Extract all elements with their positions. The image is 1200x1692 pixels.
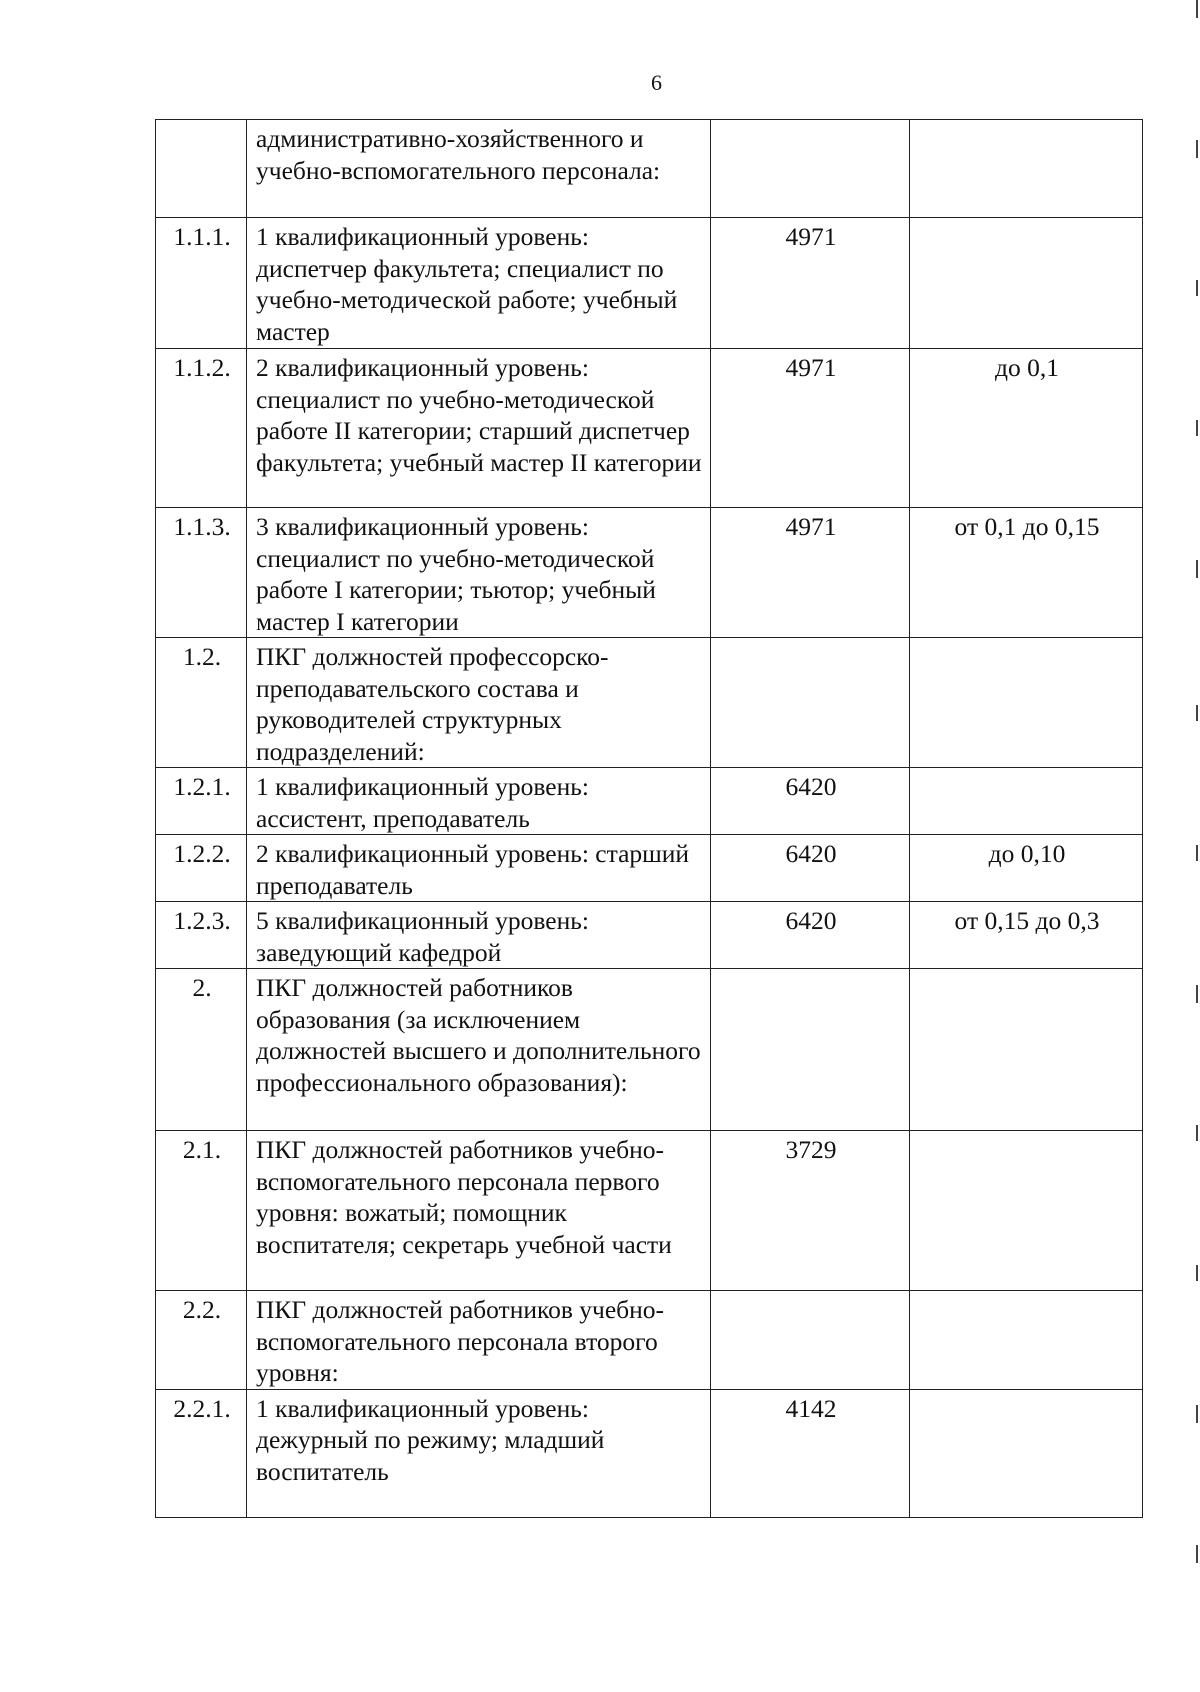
- increase-coefficient: [910, 120, 1143, 218]
- base-salary: 4971: [711, 218, 910, 349]
- page-number: 6: [651, 70, 662, 95]
- scan-edge-mark: [1196, 560, 1198, 578]
- position-description: 1 квалификационный уровень: дежурный по режиму; младший воспитатель: [247, 1389, 711, 1517]
- scan-edge-mark: [1196, 845, 1198, 861]
- position-description: 1 квалификационный уровень: диспетчер факультета; специалист по учебно-методической работе; учебный мастер: [247, 218, 711, 349]
- row-number: 1.1.3.: [156, 508, 247, 638]
- row-number: 1.2.: [156, 638, 247, 768]
- scan-edge-mark: [1196, 1405, 1198, 1423]
- position-description: 5 квалификационный уровень: заведующий кафедрой: [247, 902, 711, 969]
- row-number: 1.2.3.: [156, 902, 247, 969]
- increase-coefficient: [910, 638, 1143, 768]
- base-salary: [711, 638, 910, 768]
- increase-coefficient: [910, 768, 1143, 835]
- base-salary: 6420: [711, 768, 910, 835]
- position-description: 2 квалификационный уровень: специалист по учебно-методической работе II категории; старший диспетчер факультета; учебный мастер II категории: [247, 349, 711, 508]
- row-number: 1.2.1.: [156, 768, 247, 835]
- position-description: ПКГ должностей профессорско-преподавательского состава и руководителей структурных подразделений:: [247, 638, 711, 768]
- row-number: 2.2.: [156, 1291, 247, 1390]
- increase-coefficient: [910, 218, 1143, 349]
- table-row: [156, 1389, 1143, 1517]
- base-salary: [711, 969, 910, 1131]
- base-salary: 3729: [711, 1131, 910, 1291]
- base-salary: 4142: [711, 1389, 910, 1517]
- scan-edge-mark: [1196, 280, 1198, 296]
- table-row: [156, 1131, 1143, 1291]
- scan-edge-mark: [1196, 1265, 1198, 1281]
- increase-coefficient: [910, 1131, 1143, 1291]
- table-row: [156, 835, 1143, 902]
- base-salary: 6420: [711, 902, 910, 969]
- scan-edge-mark: [1196, 705, 1198, 721]
- scan-edge-mark: [1196, 985, 1198, 1003]
- base-salary: 4971: [711, 349, 910, 508]
- scan-edge-mark: [1196, 1545, 1198, 1563]
- table-row: [156, 638, 1143, 768]
- table-row: [156, 768, 1143, 835]
- row-number: 2.: [156, 969, 247, 1131]
- row-number: 2.1.: [156, 1131, 247, 1291]
- salary-table: [155, 119, 1143, 1518]
- table-row: [156, 969, 1143, 1131]
- scan-edge-mark: [1196, 0, 1198, 18]
- increase-coefficient: до 0,1: [910, 349, 1143, 508]
- table-row: [156, 218, 1143, 349]
- row-number: 1.1.2.: [156, 349, 247, 508]
- scan-edge-mark: [1196, 420, 1198, 436]
- table-row: [156, 1291, 1143, 1390]
- increase-coefficient: от 0,15 до 0,3: [910, 902, 1143, 969]
- row-number: 1.2.2.: [156, 835, 247, 902]
- table-row: [156, 120, 1143, 218]
- base-salary: 6420: [711, 835, 910, 902]
- base-salary: [711, 1291, 910, 1390]
- increase-coefficient: [910, 1389, 1143, 1517]
- position-description: ПКГ должностей работников учебно-вспомогательного персонала второго уровня:: [247, 1291, 711, 1390]
- position-description: ПКГ должностей работников образования (за исключением должностей высшего и дополнительного профессионального образования):: [247, 969, 711, 1131]
- table-row: [156, 349, 1143, 508]
- position-description: административно-хозяйственного и учебно-вспомогательного персонала:: [247, 120, 711, 218]
- table-row: [156, 902, 1143, 969]
- row-number: 2.2.1.: [156, 1389, 247, 1517]
- increase-coefficient: от 0,1 до 0,15: [910, 508, 1143, 638]
- base-salary: [711, 120, 910, 218]
- increase-coefficient: [910, 969, 1143, 1131]
- table-row: [156, 508, 1143, 638]
- increase-coefficient: до 0,10: [910, 835, 1143, 902]
- row-number: 1.1.1.: [156, 218, 247, 349]
- base-salary: 4971: [711, 508, 910, 638]
- position-description: 1 квалификационный уровень: ассистент, преподаватель: [247, 768, 711, 835]
- position-description: 2 квалификационный уровень: старший преподаватель: [247, 835, 711, 902]
- position-description: 3 квалификационный уровень: специалист по учебно-методической работе I категории; тьютор; учебный мастер I категории: [247, 508, 711, 638]
- scan-edge-mark: [1196, 1125, 1198, 1141]
- position-description: ПКГ должностей работников учебно-вспомогательного персонала первого уровня: вожатый; помощник воспитателя; секретарь учебной части: [247, 1131, 711, 1291]
- row-number: [156, 120, 247, 218]
- increase-coefficient: [910, 1291, 1143, 1390]
- scan-edge-mark: [1196, 140, 1198, 158]
